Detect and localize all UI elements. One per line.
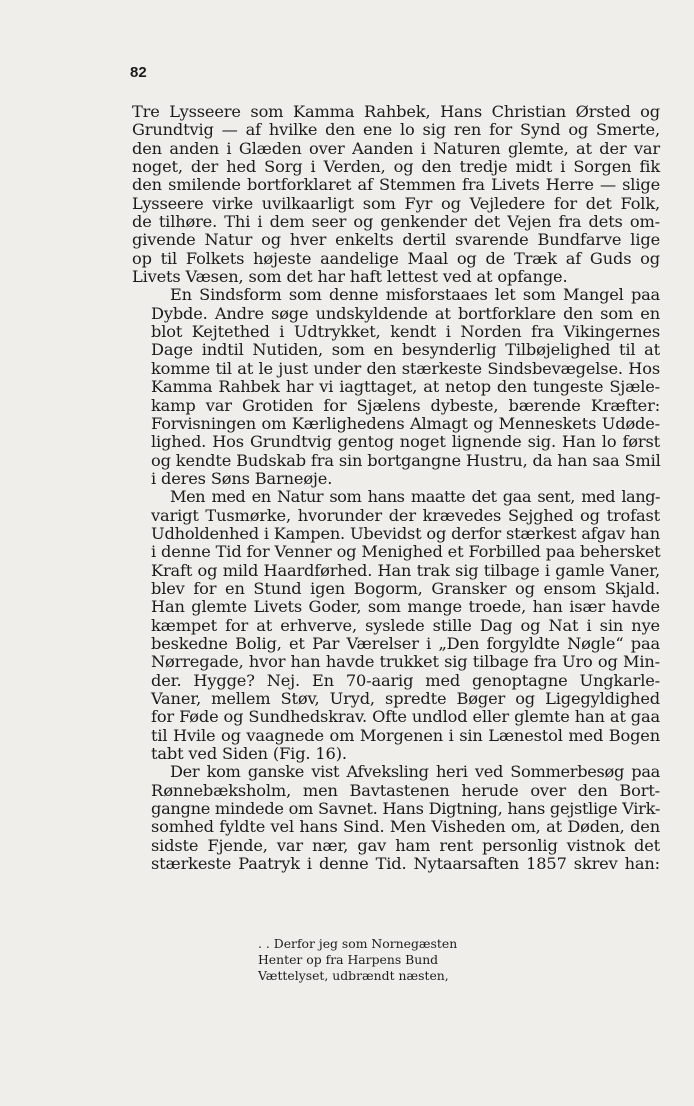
text-line: til Hvile og vaagnede om Morgenen i sin Lænestol med Bogen [151,725,660,745]
text-line: noget, der hed Sorg i Verden, og den tredje midt i Sorgen fik [132,157,660,177]
text-line: blot Kejtethed i Udtrykket, kendt i Norden fra Vikingernes [151,322,660,342]
text-line: Dage indtil Nutiden, som en besynderlig Tilbøjelighed til at [151,340,660,360]
text-line: tabt ved Siden (Fig. 16). [151,744,347,764]
text-line: blev for en Stund igen Bogorm, Gransker og ensom Skjald. [151,578,660,598]
text-line: Udholdenhed i Kampen. Ubevidst og derfor stærkest afgav han [151,523,660,543]
verse-line: Vættelyset, udbrændt næsten, [258,968,449,984]
text-line: den smilende bortforklaret af Stemmen fra Livets Herre — slige [132,175,660,195]
text-line: En Sindsform som denne misforstaaes let som Mangel paa [170,285,660,305]
text-line: Livets Væsen, som det har haft lettest ved at opfange. [132,267,568,287]
text-line: Tre Lysseere som Kamma Rahbek, Hans Christian Ørsted og [132,102,660,121]
verse-line: Henter op fra Harpens Bund [258,952,439,968]
text-line: Vaner, mellem Støv, Uryd, spredte Bøger og Ligegyldighed [151,689,660,708]
text-line: de tilhøre. Thi i dem seer og genkender det Vejen fra dets om- [132,212,660,232]
text-line: lighed. Hos Grundtvig gentog noget lignende sig. Han lo først [151,432,660,452]
text-line: Kraft og mild Haardførhed. Han trak sig tilbage i gamle Vaner, [151,560,660,580]
text-line: varigt Tusmørke, hvorunder der krævedes Sejghed og trofast [151,505,660,525]
page-number: 82 [130,64,147,81]
text-line: Men med en Natur som hans maatte det gaa sent, med lang- [170,487,660,507]
text-line: givende Natur og hver enkelts dertil svarende Bundfarve lige [132,230,660,250]
text-line: komme til at le just under den stærkeste Sindsbevægelse. Hos [151,358,660,378]
text-line: Kamma Rahbek har vi iagttaget, at netop den tungeste Sjæle- [151,377,660,397]
text-line: gangne mindede om Savnet. Hans Digtning, hans gejstlige Virk- [151,799,660,819]
text-line: i denne Tid for Venner og Menighed et Forbilled paa behersket [151,542,661,562]
paragraph-2 [132,286,660,488]
text-line: og kendte Budskab fra sin bortgangne Hustru, da han saa Smil [151,450,661,470]
paragraph-4 [132,763,660,873]
body-text [132,103,660,873]
text-line: kæmpet for at erhverve, syslede stille Dag og Nat i sin nye [151,615,660,635]
text-line: Rønnebæksholm, men Bavtastenen herude over den Bort- [151,780,660,800]
text-line: Lysseere virke uvilkaarligt som Fyr og Vejledere for det Folk, [132,193,660,213]
text-line: Der kom ganske vist Afveksling heri ved Sommerbesøg paa [170,762,660,782]
text-line: somhed fyldte vel hans Sind. Men Visheden om, at Døden, den [151,817,660,837]
text-line: kamp var Grotiden for Sjælens dybeste, bærende Kræfter: [151,395,660,415]
text-line: der. Hygge? Nej. En 70-aarig med genoptagne Ungkarle- [151,670,660,690]
text-line: for Føde og Sundhedskrav. Ofte undlod eller glemte han at gaa [151,707,660,727]
text-line: Grundtvig — af hvilke den ene lo sig ren for Synd og Smerte, [132,120,660,140]
text-line: Forvisningen om Kærlighedens Almagt og Menneskets Udøde- [151,413,660,433]
text-line: stærkeste Paatryk i denne Tid. Nytaarsaften 1857 skrev han: [151,854,660,874]
text-line: beskedne Bolig, et Par Værelser i „Den forgyldte Nøgle“ paa [151,633,660,653]
text-line: op til Folkets højeste aandelige Maal og de Træk af Guds og [132,248,660,268]
verse-line: . . Derfor jeg som Nornegæsten [258,936,458,951]
verse-quote [258,936,558,985]
text-line: Nørregade, hvor han havde trukket sig tilbage fra Uro og Min- [151,652,660,672]
text-line: Han glemte Livets Goder, som mange troede, han især havde [151,597,660,617]
paragraph-1 [132,103,660,286]
text-line: den anden i Glæden over Aanden i Naturen glemte, at der var [132,138,660,158]
text-line: sidste Fjende, var nær, gav ham rent personlig vistnok det [151,835,660,855]
text-line: Dybde. Andre søge undskyldende at bortforklare den som en [151,303,660,323]
text-line: i deres Søns Barneøje. [151,468,333,488]
paragraph-3 [132,488,660,763]
